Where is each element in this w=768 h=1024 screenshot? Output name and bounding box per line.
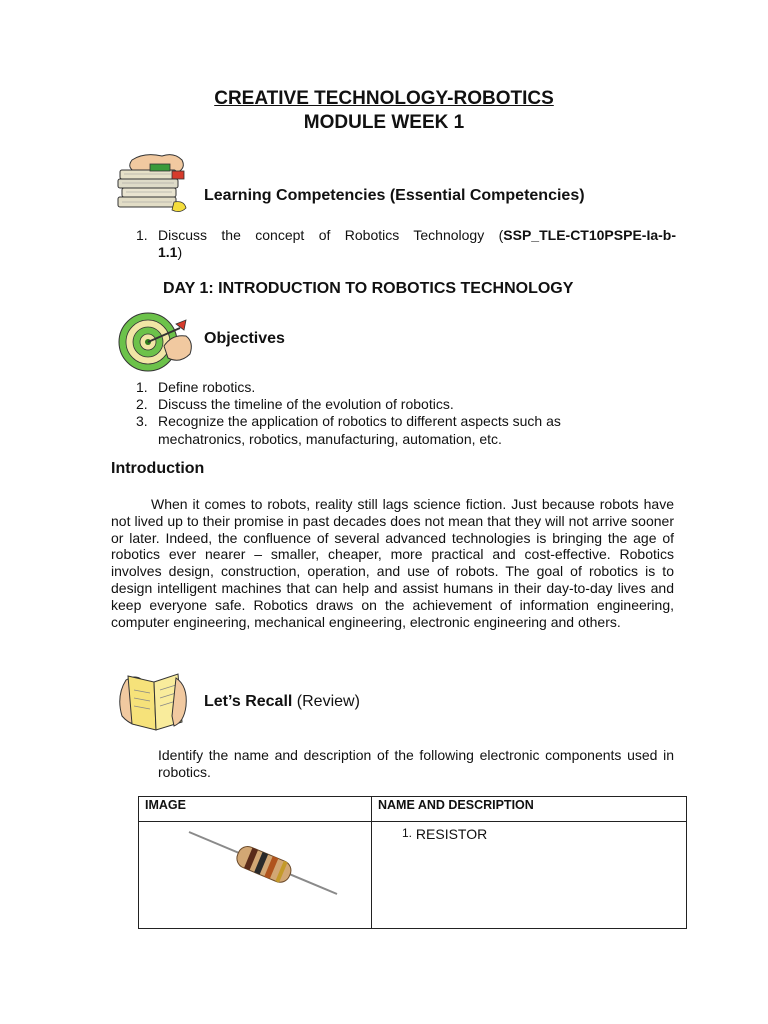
component-name: 1. RESISTOR xyxy=(402,826,488,842)
books-icon xyxy=(114,150,188,216)
competency-text: Discuss the concept of Robotics Technology (SSP_TLE-CT10PSPE-Ia-b- xyxy=(158,227,676,243)
competency-code-cont: 1.1 xyxy=(158,244,178,260)
competency-code: SSP_TLE-CT10PSPE-Ia-b- xyxy=(503,227,676,243)
day1-heading: DAY 1: INTRODUCTION TO ROBOTICS TECHNOLOGY xyxy=(163,280,574,297)
competencies-heading: Learning Competencies (Essential Competencies) xyxy=(204,187,585,204)
page-title: CREATIVE TECHNOLOGY-ROBOTICS xyxy=(214,88,554,109)
list-item: 3. Recognize the application of robotics to different aspects such as mechatronics, robotics, manufacturing, automation, etc. xyxy=(136,413,561,447)
table-row xyxy=(139,822,687,929)
page-subtitle: MODULE WEEK 1 xyxy=(303,112,465,133)
resistor-image xyxy=(139,822,371,928)
introduction-heading: Introduction xyxy=(111,460,205,477)
list-number: 1. xyxy=(136,227,148,243)
target-dart-icon xyxy=(114,312,200,372)
list-item: 1. Define robotics. xyxy=(136,379,256,395)
competency-item: 1. Discuss the concept of Robotics Technology (SSP_TLE-CT10PSPE-Ia-b- 1.1) xyxy=(136,227,676,260)
table-header-image: IMAGE xyxy=(139,797,372,822)
recall-instruction: Identify the name and description of the following electronic components used in robotics. xyxy=(158,747,674,780)
table-cell-name xyxy=(372,822,687,929)
open-book-icon xyxy=(112,666,192,732)
recall-heading: Let’s Recall (Review) xyxy=(204,693,360,710)
components-table xyxy=(138,796,687,929)
table-header-name: NAME AND DESCRIPTION xyxy=(372,797,687,822)
introduction-paragraph: When it comes to robots, reality still lags science fiction. Just because robots have not lived up to their promise in past decades does not mean that they will not arrive sooner or later. Indeed, the confluence of several advanced technologies is bringing the age of robotics ever nearer – smaller, cheaper, more practical and cost-effective. Robotics involves design, construction, operation, and use of robots. The goal of robotics is to design intelligent machines that can help and assist humans in their day-to-day lives and keep everyone safe. Robotics draws on the achievement of information engineering, computer engineering, mechanical engineering, electronic engineering and others. xyxy=(111,496,674,630)
table-header-row xyxy=(139,797,687,822)
table-cell-image xyxy=(139,822,372,929)
objectives-heading: Objectives xyxy=(204,330,285,347)
list-item: 2. Discuss the timeline of the evolution of robotics. xyxy=(136,396,454,412)
